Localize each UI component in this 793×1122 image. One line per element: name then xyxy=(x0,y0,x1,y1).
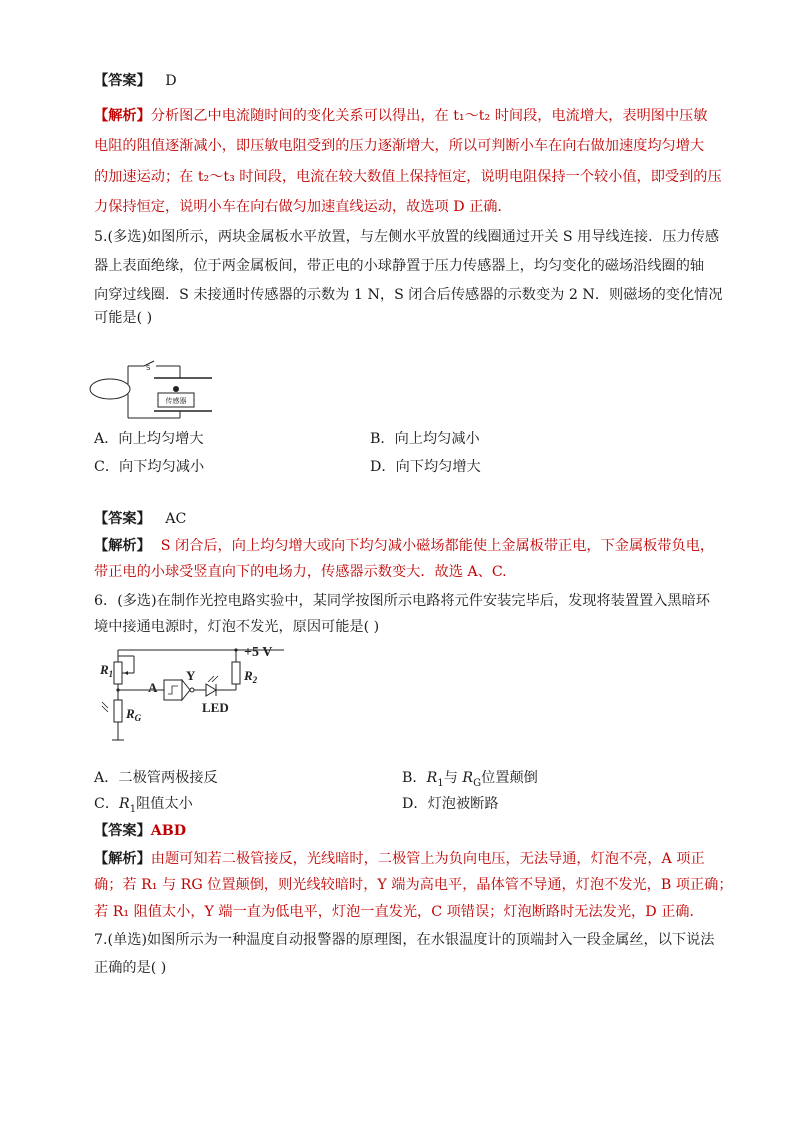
q5-answer xyxy=(94,510,714,528)
q6-analysis-line-2: 确；若 R₁ 与 RG 位置颠倒，则光线较暗时，Y 端为高电平，晶体管不导通，灯泡不发光，B 项正确； xyxy=(94,877,733,893)
q6-option-b: B．$R_1$与 $R_G$位置颠倒 xyxy=(402,770,538,789)
q5-option-d: D．向下均匀增大 xyxy=(370,459,481,475)
q6-stem-line-1: 6．(多选)在制作光控电路实验中，某同学按图所示电路将元件安装完毕后，发现将装置置入黑暗环 xyxy=(94,593,710,609)
analysis-tag: 【解析】 xyxy=(94,538,151,554)
r1-resistor xyxy=(114,662,122,684)
rg-resistor xyxy=(114,700,122,722)
switch-label: S xyxy=(146,364,151,372)
q5-option-b: B．向上均匀减小 xyxy=(370,431,480,447)
q6-option-d: D．灯泡被断路 xyxy=(402,796,499,812)
q4-analysis-line-2: 电阻的阻值逐渐减小，即压敏电阻受到的压力逐渐增大，所以可判断小车在向右做加速度均匀增大 xyxy=(94,138,705,154)
q7-stem-line-1: 7.(单选)如图所示为一种温度自动报警器的原理图，在水银温度计的顶端封入一段金属丝，以下说法 xyxy=(94,932,715,948)
q5-stem-line-4: 可能是( ) xyxy=(94,310,153,326)
r1-label: $R_1$ xyxy=(100,662,114,679)
analysis-tag: 【解析】 xyxy=(94,851,151,867)
q6-answer xyxy=(94,822,714,840)
r2-resistor xyxy=(232,662,240,684)
node-y-label: Y xyxy=(186,668,196,683)
led-label: LED xyxy=(202,700,229,715)
answer-value: ABD xyxy=(150,823,187,839)
q4-analysis-line-4: 力保持恒定，说明小车在向右做匀加速直线运动，故选项 D 正确． xyxy=(94,199,512,215)
node-a-label: A xyxy=(148,680,158,695)
q5-stem-line-2: 器上表面绝缘，位于两金属板间，带正电的小球静置于压力传感器上，均匀变化的磁场沿线圈的轴 xyxy=(94,258,705,274)
rg-label: $R_G$ xyxy=(126,706,142,723)
supply-label: +5 V xyxy=(244,645,273,660)
answer-tag: 【答案】 xyxy=(94,511,151,527)
q5-stem-line-3: 向穿过线圈．S 未接通时传感器的示数为 1 N，S 闭合后传感器的示数变为 2 N．则磁场的变化情况 xyxy=(94,287,723,303)
charged-ball xyxy=(173,386,179,392)
answer-tag: 【答案】 xyxy=(94,73,151,89)
q6-circuit-figure xyxy=(94,640,314,755)
schmitt-gate xyxy=(164,680,182,700)
q4-answer xyxy=(94,72,714,90)
led-diode xyxy=(206,684,216,696)
q6-option-a: A．二极管两极接反 xyxy=(94,770,218,786)
q5-stem-line-1: 5.(多选)如图所示，两块金属板水平放置，与左侧水平放置的线圈通过开关 S 用导线连接．压力传感 xyxy=(94,229,720,245)
sensor-label: 传感器 xyxy=(165,397,187,405)
q6-stem-line-2: 境中接通电源时，灯泡不发光，原因可能是( ) xyxy=(94,619,380,635)
r2-label: $R_2$ xyxy=(244,668,258,685)
q5-option-a: A．向上均匀增大 xyxy=(94,431,204,447)
q6-option-c: C．$R_1$阻值太小 xyxy=(94,796,193,815)
q7-stem-line-2: 正确的是( ) xyxy=(94,960,167,976)
q5-circuit-figure xyxy=(88,356,228,426)
coil-ellipse xyxy=(90,379,130,399)
q6-analysis-line-3: 若 R₁ 阻值太小，Y 端一直为低电平，灯泡一直发光，C 项错误；灯泡断路时无法发光，D 正确． xyxy=(94,904,704,920)
answer-tag: 【答案】 xyxy=(94,823,151,839)
q5-analysis-line-2: 带正电的小球受竖直向下的电场力，传感器示数变大．故选 A、C. xyxy=(94,564,507,580)
q6-analysis-line-1: 【解析】由题可知若二极管接反，光线暗时，二极管上为负向电压，无法导通，灯泡不亮，A 项正 xyxy=(94,851,705,867)
q4-analysis-line-3: 的加速运动；在 t₂～t₃ 时间段，电流在较大数值上保持恒定，说明电阻保持一个较小值，即受到的压 xyxy=(94,169,722,185)
answer-value: AC xyxy=(165,511,187,527)
q4-analysis-line-1: 【解析】分析图乙中电流随时间的变化关系可以得出，在 t₁～t₂ 时间段，电流增大，表明图中压敏 xyxy=(94,108,708,124)
q5-analysis-line-1: 【解析】 S 闭合后，向上均匀增大或向下均匀减小磁场都能使上金属板带正电，下金属板带负电， xyxy=(94,538,715,554)
answer-value: D xyxy=(165,73,177,89)
analysis-tag: 【解析】 xyxy=(94,108,151,124)
q5-option-c: C．向下均匀减小 xyxy=(94,459,205,475)
